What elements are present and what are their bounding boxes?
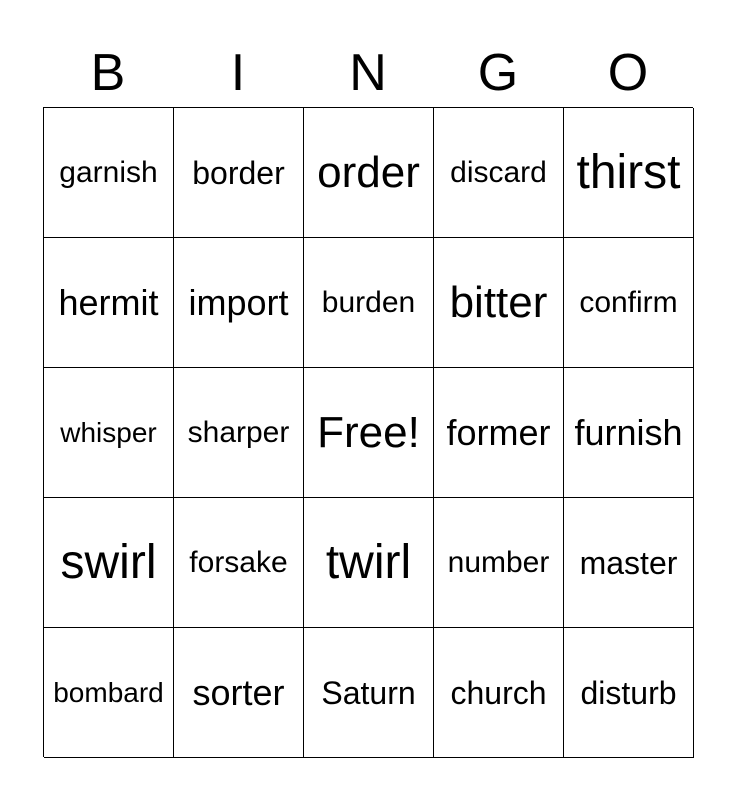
bingo-cell: furnish bbox=[564, 368, 694, 498]
bingo-board bbox=[43, 107, 693, 757]
header-letter-o: O bbox=[607, 44, 649, 102]
bingo-cell: thirst bbox=[564, 108, 694, 238]
bingo-cell: forsake bbox=[174, 498, 304, 628]
bingo-cell: garnish bbox=[44, 108, 174, 238]
bingo-cell: disturb bbox=[564, 628, 694, 758]
header-letter-b: B bbox=[90, 44, 126, 102]
bingo-cell: Saturn bbox=[304, 628, 434, 758]
bingo-cell: twirl bbox=[304, 498, 434, 628]
header-letter-n: N bbox=[349, 44, 387, 102]
bingo-cell: sharper bbox=[174, 368, 304, 498]
bingo-cell: swirl bbox=[44, 498, 174, 628]
header-letter-i: I bbox=[230, 44, 246, 102]
bingo-cell: master bbox=[564, 498, 694, 628]
bingo-cell: sorter bbox=[174, 628, 304, 758]
bingo-cell: bombard bbox=[44, 628, 174, 758]
bingo-cell: confirm bbox=[564, 238, 694, 368]
bingo-cell: hermit bbox=[44, 238, 174, 368]
bingo-cell: bitter bbox=[434, 238, 564, 368]
bingo-cell: whisper bbox=[44, 368, 174, 498]
bingo-cell: border bbox=[174, 108, 304, 238]
bingo-cell: discard bbox=[434, 108, 564, 238]
bingo-cell: church bbox=[434, 628, 564, 758]
bingo-cell: former bbox=[434, 368, 564, 498]
bingo-cell: burden bbox=[304, 238, 434, 368]
free-space-cell: Free! bbox=[304, 368, 434, 498]
header-letter-g: G bbox=[477, 44, 519, 102]
bingo-cell: import bbox=[174, 238, 304, 368]
bingo-cell: order bbox=[304, 108, 434, 238]
bingo-cell: number bbox=[434, 498, 564, 628]
bingo-header bbox=[43, 40, 693, 106]
